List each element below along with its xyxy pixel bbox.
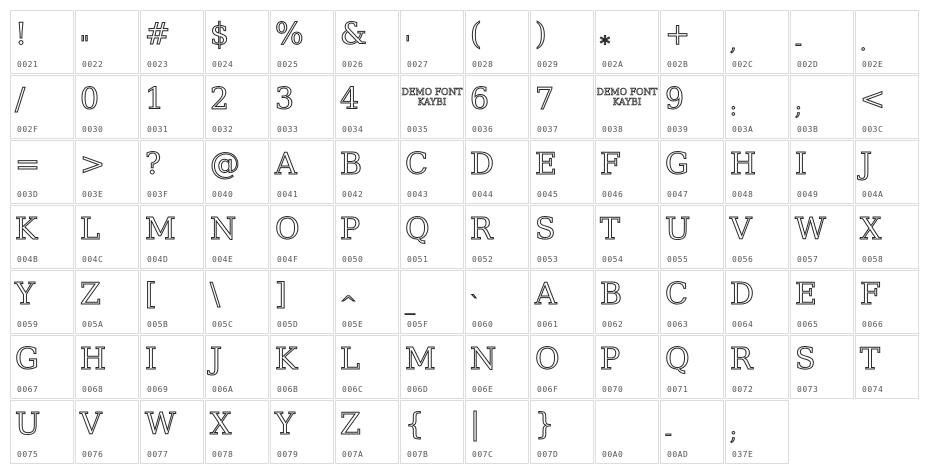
glyph-preview: M xyxy=(145,212,176,247)
glyph-preview: > xyxy=(80,147,106,182)
glyph-code-label: 0076 xyxy=(82,450,104,459)
glyph-code-label: 004D xyxy=(147,255,169,264)
glyph-code-label: 0035 xyxy=(407,125,429,134)
glyph-cell[interactable] xyxy=(465,75,529,139)
glyph-preview: D xyxy=(470,147,495,182)
glyph-code-label: 0047 xyxy=(667,190,689,199)
glyph-preview: 3 xyxy=(275,82,295,117)
glyph-code-label: 005F xyxy=(407,320,429,329)
glyph-cell[interactable] xyxy=(530,335,594,399)
glyph-preview: B xyxy=(340,147,363,182)
glyph-code-label: 0056 xyxy=(732,255,754,264)
glyph-code-label: 0077 xyxy=(147,450,169,459)
glyph-preview: , xyxy=(730,31,737,55)
glyph-preview: ( xyxy=(470,17,482,52)
glyph-preview: 2 xyxy=(210,82,230,117)
glyph-cell[interactable] xyxy=(205,335,269,399)
glyph-code-label: 0026 xyxy=(342,60,364,69)
glyph-preview: F xyxy=(600,147,621,182)
glyph-code-label: 002C xyxy=(732,60,754,69)
glyph-cell[interactable] xyxy=(10,205,74,269)
glyph-cell[interactable] xyxy=(855,270,919,334)
glyph-cell[interactable] xyxy=(465,140,529,204)
glyph-cell[interactable] xyxy=(855,140,919,204)
glyph-code-label: 006A xyxy=(212,385,234,394)
glyph-cell[interactable] xyxy=(595,10,659,74)
glyph-preview: - xyxy=(795,31,802,55)
glyph-preview: L xyxy=(80,212,100,247)
glyph-cell[interactable] xyxy=(75,335,139,399)
glyph-cell[interactable] xyxy=(140,335,204,399)
glyph-cell[interactable] xyxy=(400,335,464,399)
glyph-preview: I xyxy=(145,342,157,377)
glyph-cell[interactable] xyxy=(335,75,399,139)
glyph-code-label: 0043 xyxy=(407,190,429,199)
glyph-code-label: 0055 xyxy=(667,255,689,264)
glyph-code-label: 0064 xyxy=(732,320,754,329)
glyph-code-label: 006F xyxy=(537,385,559,394)
glyph-preview: [ xyxy=(145,277,157,312)
glyph-preview: U xyxy=(15,407,41,442)
glyph-cell[interactable] xyxy=(660,10,724,74)
glyph-code-label: 005E xyxy=(342,320,364,329)
glyph-preview: T xyxy=(600,212,621,247)
glyph-code-label: 005D xyxy=(277,320,299,329)
glyph-cell[interactable] xyxy=(400,140,464,204)
glyph-cell[interactable] xyxy=(465,10,529,74)
glyph-cell[interactable] xyxy=(790,140,854,204)
glyph-preview: R xyxy=(470,212,493,247)
glyph-code-label: 0038 xyxy=(602,125,624,134)
glyph-preview: J xyxy=(210,342,223,377)
glyph-code-label: 0028 xyxy=(472,60,494,69)
glyph-code-label: 0051 xyxy=(407,255,429,264)
glyph-code-label: 0053 xyxy=(537,255,559,264)
glyph-cell[interactable] xyxy=(790,10,854,74)
glyph-cell[interactable] xyxy=(660,140,724,204)
glyph-cell[interactable] xyxy=(660,400,724,464)
glyph-cell[interactable] xyxy=(660,75,724,139)
glyph-code-label: 0025 xyxy=(277,60,299,69)
glyph-cell[interactable] xyxy=(205,205,269,269)
glyph-preview: & xyxy=(340,17,367,52)
glyph-cell[interactable] xyxy=(660,270,724,334)
glyph-cell[interactable] xyxy=(790,75,854,139)
demo-font-placeholder: DEMO FONT KAYBI xyxy=(401,88,463,108)
glyph-preview: E xyxy=(535,147,557,182)
glyph-code-label: 00A0 xyxy=(602,450,624,459)
glyph-preview: S xyxy=(795,342,816,377)
glyph-preview: } xyxy=(535,407,555,442)
glyph-preview: _ xyxy=(405,291,415,315)
glyph-grid xyxy=(10,10,920,465)
glyph-code-label: 005A xyxy=(82,320,104,329)
glyph-cell[interactable] xyxy=(75,400,139,464)
glyph-cell[interactable] xyxy=(140,10,204,74)
glyph-cell[interactable] xyxy=(400,205,464,269)
glyph-cell[interactable] xyxy=(270,140,334,204)
glyph-cell[interactable] xyxy=(140,205,204,269)
glyph-preview: H xyxy=(730,147,757,182)
glyph-cell[interactable] xyxy=(140,75,204,139)
glyph-cell[interactable] xyxy=(335,400,399,464)
glyph-preview: X xyxy=(210,407,232,442)
glyph-preview: F xyxy=(860,277,881,312)
glyph-code-label: 0049 xyxy=(797,190,819,199)
glyph-code-label: 003B xyxy=(797,125,819,134)
glyph-code-label: 0033 xyxy=(277,125,299,134)
glyph-preview: Y xyxy=(15,277,35,312)
glyph-code-label: 0034 xyxy=(342,125,364,134)
glyph-cell[interactable] xyxy=(75,75,139,139)
glyph-preview: K xyxy=(15,212,38,247)
glyph-code-label: 0059 xyxy=(17,320,39,329)
glyph-preview: ; xyxy=(795,96,802,120)
glyph-code-label: 003A xyxy=(732,125,754,134)
glyph-preview: Z xyxy=(340,407,361,442)
glyph-preview: A xyxy=(275,147,297,182)
glyph-preview: V xyxy=(730,212,752,247)
glyph-cell[interactable] xyxy=(595,205,659,269)
glyph-preview: W xyxy=(145,407,176,442)
glyph-code-label: 007B xyxy=(407,450,429,459)
glyph-code-label: 002D xyxy=(797,60,819,69)
glyph-cell[interactable] xyxy=(530,400,594,464)
glyph-code-label: 002A xyxy=(602,60,624,69)
glyph-code-label: 0069 xyxy=(147,385,169,394)
glyph-code-label: 0046 xyxy=(602,190,624,199)
glyph-cell[interactable] xyxy=(335,205,399,269)
glyph-cell[interactable] xyxy=(465,205,529,269)
glyph-cell[interactable] xyxy=(530,205,594,269)
glyph-code-label: 004B xyxy=(17,255,39,264)
glyph-code-label: 0078 xyxy=(212,450,234,459)
glyph-preview: Y xyxy=(275,407,295,442)
glyph-code-label: 003C xyxy=(862,125,884,134)
glyph-cell[interactable] xyxy=(75,205,139,269)
glyph-cell[interactable] xyxy=(335,140,399,204)
glyph-preview: ; xyxy=(730,421,737,445)
glyph-cell[interactable] xyxy=(10,335,74,399)
glyph-code-label: 0027 xyxy=(407,60,429,69)
glyph-code-label: 0050 xyxy=(342,255,364,264)
glyph-cell[interactable] xyxy=(660,205,724,269)
glyph-code-label: 0061 xyxy=(537,320,559,329)
glyph-code-label: 004E xyxy=(212,255,234,264)
glyph-preview: @ xyxy=(210,147,240,182)
glyph-cell[interactable] xyxy=(465,400,529,464)
glyph-cell[interactable] xyxy=(725,205,789,269)
glyph-code-label: 0041 xyxy=(277,190,299,199)
glyph-preview: : xyxy=(730,96,737,120)
glyph-cell[interactable] xyxy=(530,75,594,139)
glyph-preview: C xyxy=(665,277,688,312)
glyph-code-label: 0075 xyxy=(17,450,39,459)
glyph-code-label: 003D xyxy=(17,190,39,199)
glyph-code-label: 006E xyxy=(472,385,494,394)
glyph-cell[interactable] xyxy=(270,75,334,139)
glyph-cell[interactable] xyxy=(595,400,659,464)
glyph-cell[interactable] xyxy=(595,75,659,139)
glyph-code-label: 0032 xyxy=(212,125,234,134)
glyph-cell[interactable] xyxy=(205,10,269,74)
glyph-cell[interactable] xyxy=(400,10,464,74)
glyph-cell[interactable] xyxy=(725,10,789,74)
glyph-preview: O xyxy=(535,342,560,377)
glyph-preview: Q xyxy=(665,342,690,377)
glyph-code-label: 002F xyxy=(17,125,39,134)
glyph-preview: G xyxy=(665,147,689,182)
glyph-cell[interactable] xyxy=(400,400,464,464)
glyph-cell[interactable] xyxy=(660,335,724,399)
glyph-preview: S xyxy=(535,212,556,247)
demo-font-placeholder: DEMO FONT KAYBI xyxy=(596,88,658,108)
glyph-code-label: 0074 xyxy=(862,385,884,394)
glyph-code-label: 002B xyxy=(667,60,689,69)
glyph-code-label: 00AD xyxy=(667,450,689,459)
glyph-cell[interactable] xyxy=(855,335,919,399)
glyph-preview: $ xyxy=(210,17,230,52)
glyph-cell[interactable] xyxy=(10,10,74,74)
glyph-code-label: 0022 xyxy=(82,60,104,69)
glyph-preview: + xyxy=(665,17,691,52)
glyph-cell[interactable] xyxy=(270,10,334,74)
glyph-cell[interactable] xyxy=(725,400,789,464)
glyph-preview: / xyxy=(15,82,26,117)
glyph-cell[interactable] xyxy=(725,335,789,399)
glyph-code-label: 0023 xyxy=(147,60,169,69)
glyph-code-label: 0068 xyxy=(82,385,104,394)
glyph-code-label: 007C xyxy=(472,450,494,459)
glyph-preview: 0 xyxy=(80,82,100,117)
glyph-code-label: 007A xyxy=(342,450,364,459)
glyph-cell[interactable] xyxy=(75,10,139,74)
glyph-cell[interactable] xyxy=(855,205,919,269)
glyph-cell[interactable] xyxy=(205,400,269,464)
glyph-cell[interactable] xyxy=(465,335,529,399)
glyph-code-label: 0079 xyxy=(277,450,299,459)
glyph-code-label: 005B xyxy=(147,320,169,329)
glyph-cell[interactable] xyxy=(75,270,139,334)
glyph-cell[interactable] xyxy=(140,400,204,464)
glyph-code-label: 007D xyxy=(537,450,559,459)
glyph-preview: ^ xyxy=(340,291,357,315)
glyph-cell[interactable] xyxy=(140,270,204,334)
glyph-preview: = xyxy=(15,147,41,182)
glyph-cell[interactable] xyxy=(400,75,464,139)
glyph-preview: 7 xyxy=(535,82,555,117)
glyph-preview: # xyxy=(145,17,171,52)
glyph-cell[interactable] xyxy=(400,270,464,334)
glyph-preview: E xyxy=(795,277,817,312)
glyph-preview: | xyxy=(470,407,481,442)
glyph-cell[interactable] xyxy=(140,140,204,204)
glyph-preview: Z xyxy=(80,277,101,312)
glyph-preview: A xyxy=(535,277,557,312)
glyph-code-label: 003E xyxy=(82,190,104,199)
glyph-code-label: 0071 xyxy=(667,385,689,394)
glyph-code-label: 0040 xyxy=(212,190,234,199)
glyph-code-label: 0062 xyxy=(602,320,624,329)
glyph-preview: 4 xyxy=(340,82,360,117)
glyph-preview: ) xyxy=(535,17,547,52)
glyph-preview: L xyxy=(340,342,360,377)
glyph-preview: ! xyxy=(15,17,28,52)
glyph-code-label: 0037 xyxy=(537,125,559,134)
glyph-preview: J xyxy=(860,147,873,182)
glyph-preview: ` xyxy=(470,291,480,315)
glyph-cell[interactable] xyxy=(790,270,854,334)
glyph-preview: P xyxy=(600,342,621,377)
glyph-preview: . xyxy=(860,31,867,55)
glyph-preview: C xyxy=(405,147,428,182)
glyph-preview: G xyxy=(15,342,39,377)
glyph-preview: \ xyxy=(210,277,221,312)
glyph-cell[interactable] xyxy=(205,140,269,204)
glyph-code-label: 0042 xyxy=(342,190,364,199)
glyph-preview: 9 xyxy=(665,82,685,117)
glyph-cell[interactable] xyxy=(530,270,594,334)
glyph-preview: O xyxy=(275,212,300,247)
glyph-preview: ' xyxy=(405,31,411,55)
glyph-preview: D xyxy=(730,277,755,312)
glyph-code-label: 0021 xyxy=(17,60,39,69)
glyph-preview: U xyxy=(665,212,691,247)
glyph-cell[interactable] xyxy=(335,270,399,334)
glyph-code-label: 0036 xyxy=(472,125,494,134)
glyph-cell[interactable] xyxy=(270,205,334,269)
glyph-code-label: 0070 xyxy=(602,385,624,394)
glyph-code-label: 0058 xyxy=(862,255,884,264)
glyph-preview: R xyxy=(730,342,753,377)
glyph-cell[interactable] xyxy=(725,140,789,204)
glyph-cell[interactable] xyxy=(790,335,854,399)
glyph-code-label: 006B xyxy=(277,385,299,394)
glyph-code-label: 004F xyxy=(277,255,299,264)
glyph-code-label: 037E xyxy=(732,450,754,459)
glyph-preview: - xyxy=(665,421,672,445)
glyph-preview: B xyxy=(600,277,623,312)
glyph-preview: " xyxy=(80,31,90,55)
glyph-cell[interactable] xyxy=(530,10,594,74)
glyph-cell[interactable] xyxy=(595,335,659,399)
glyph-cell[interactable] xyxy=(855,10,919,74)
glyph-preview: { xyxy=(405,407,425,442)
glyph-cell[interactable] xyxy=(725,75,789,139)
glyph-cell[interactable] xyxy=(465,270,529,334)
glyph-preview: 1 xyxy=(145,82,165,117)
glyph-cell[interactable] xyxy=(10,140,74,204)
glyph-code-label: 003F xyxy=(147,190,169,199)
glyph-preview: H xyxy=(80,342,107,377)
glyph-cell[interactable] xyxy=(270,400,334,464)
glyph-cell[interactable] xyxy=(10,400,74,464)
glyph-cell[interactable] xyxy=(725,270,789,334)
glyph-preview: < xyxy=(860,82,886,117)
glyph-code-label: 0073 xyxy=(797,385,819,394)
glyph-code-label: 006C xyxy=(342,385,364,394)
glyph-code-label: 0024 xyxy=(212,60,234,69)
glyph-preview: I xyxy=(795,147,807,182)
glyph-code-label: 0031 xyxy=(147,125,169,134)
glyph-preview: W xyxy=(795,212,826,247)
glyph-cell[interactable] xyxy=(595,140,659,204)
glyph-cell[interactable] xyxy=(205,75,269,139)
glyph-code-label: 0052 xyxy=(472,255,494,264)
glyph-preview: N xyxy=(210,212,237,247)
glyph-code-label: 0066 xyxy=(862,320,884,329)
glyph-cell[interactable] xyxy=(75,140,139,204)
glyph-preview: P xyxy=(340,212,361,247)
glyph-preview: * xyxy=(600,31,610,55)
glyph-cell[interactable] xyxy=(855,75,919,139)
glyph-code-label: 0063 xyxy=(667,320,689,329)
glyph-cell[interactable] xyxy=(790,205,854,269)
glyph-preview: K xyxy=(275,342,298,377)
glyph-code-label: 0030 xyxy=(82,125,104,134)
glyph-cell[interactable] xyxy=(270,270,334,334)
glyph-code-label: 0045 xyxy=(537,190,559,199)
glyph-cell[interactable] xyxy=(335,335,399,399)
glyph-code-label: 004C xyxy=(82,255,104,264)
glyph-preview: V xyxy=(80,407,102,442)
glyph-cell[interactable] xyxy=(10,75,74,139)
glyph-preview: ] xyxy=(275,277,287,312)
glyph-code-label: 0057 xyxy=(797,255,819,264)
glyph-code-label: 0039 xyxy=(667,125,689,134)
glyph-code-label: 0067 xyxy=(17,385,39,394)
glyph-preview: X xyxy=(860,212,882,247)
glyph-cell[interactable] xyxy=(595,270,659,334)
glyph-cell[interactable] xyxy=(270,335,334,399)
glyph-code-label: 0072 xyxy=(732,385,754,394)
glyph-code-label: 004A xyxy=(862,190,884,199)
glyph-preview: Q xyxy=(405,212,430,247)
glyph-code-label: 005C xyxy=(212,320,234,329)
glyph-preview: N xyxy=(470,342,497,377)
glyph-code-label: 002E xyxy=(862,60,884,69)
glyph-code-label: 0060 xyxy=(472,320,494,329)
glyph-preview: 6 xyxy=(470,82,490,117)
glyph-cell[interactable] xyxy=(530,140,594,204)
glyph-code-label: 006D xyxy=(407,385,429,394)
glyph-code-label: 0065 xyxy=(797,320,819,329)
glyph-cell[interactable] xyxy=(205,270,269,334)
glyph-preview: M xyxy=(405,342,436,377)
glyph-preview: T xyxy=(860,342,881,377)
glyph-code-label: 0029 xyxy=(537,60,559,69)
glyph-preview: % xyxy=(275,17,304,52)
glyph-code-label: 0044 xyxy=(472,190,494,199)
glyph-cell[interactable] xyxy=(10,270,74,334)
glyph-preview: ? xyxy=(145,147,162,182)
glyph-cell[interactable] xyxy=(335,10,399,74)
glyph-code-label: 0054 xyxy=(602,255,624,264)
glyph-code-label: 0048 xyxy=(732,190,754,199)
